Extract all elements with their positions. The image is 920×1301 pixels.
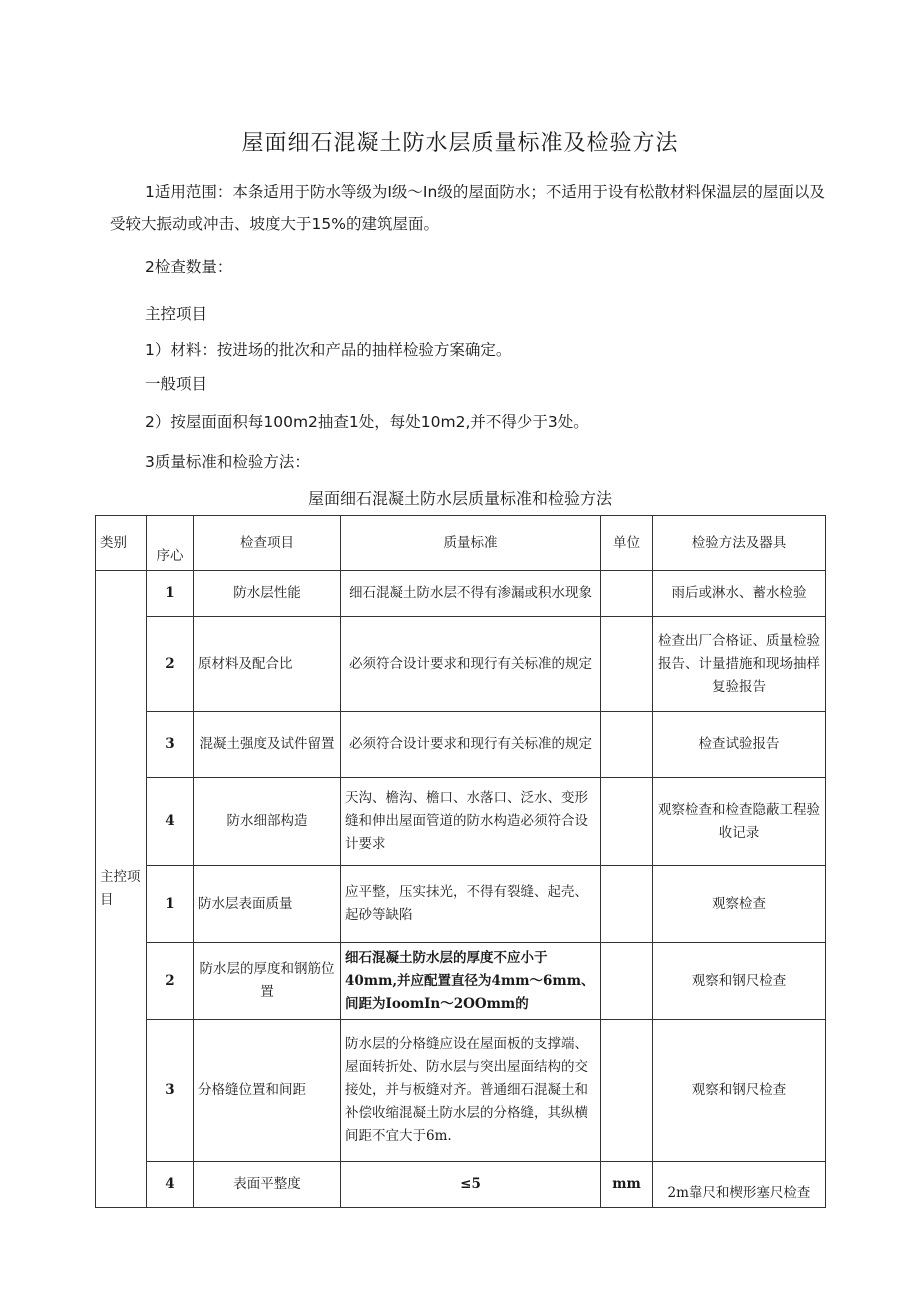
row-method: 检查试验报告 [653, 712, 826, 778]
general-heading: 一般项目 [145, 375, 208, 393]
row-method: 雨后或淋水、蓄水检验 [653, 571, 826, 617]
row-standard: 必须符合设计要求和现行有关标准的规定 [341, 712, 601, 778]
row-item: 防水细部构造 [194, 778, 341, 866]
header-seq: 序心 [147, 516, 194, 571]
row-seq: 1 [147, 866, 194, 943]
row-standard: 细石混凝土防水层的厚度不应小于40mm,并应配置直径为4mm～6mm、间距为IoomIn～2OOmm的 [341, 943, 601, 1020]
area-sampling-item: 2）按屋面面积每100m2抽查1处，每处10m2,并不得少于3处。 [145, 413, 589, 431]
row-standard: 应平整，压实抹光，不得有裂缝、起壳、起砂等缺陷 [341, 866, 601, 943]
row-item: 防水层表面质量 [194, 866, 341, 943]
table-row [96, 943, 826, 1020]
row-seq: 4 [147, 1162, 194, 1208]
table-header-row [96, 516, 826, 571]
quality-standard-table [95, 515, 826, 1208]
row-seq: 3 [147, 1020, 194, 1162]
section-inspection-quantity: 2检查数量： [145, 258, 233, 276]
row-item: 表面平整度 [194, 1162, 341, 1208]
page-title: 屋面细石混凝土防水层质量标准及检验方法 [241, 131, 679, 156]
row-item: 防水层的厚度和钢筋位置 [194, 943, 341, 1020]
scope-paragraph: 1适用范围：本条适用于防水等级为Ⅰ级～In级的屋面防水；不适用于设有松散材料保温层的屋面以及受较大振动或冲击、坡度大于15%的建筑屋面。 [110, 183, 825, 233]
row-standard: 细石混凝土防水层不得有渗漏或积水现象 [341, 571, 601, 617]
table-caption: 屋面细石混凝土防水层质量标准和检验方法 [307, 489, 612, 508]
row-seq: 1 [147, 571, 194, 617]
row-unit [601, 571, 653, 617]
table-row [96, 712, 826, 778]
row-unit [601, 943, 653, 1020]
main-control-heading: 主控项目 [145, 305, 208, 323]
header-method: 检验方法及器具 [653, 516, 826, 571]
row-method: 观察检查和检查隐蔽工程验收记录 [653, 778, 826, 866]
row-unit [601, 1020, 653, 1162]
table-row [96, 1020, 826, 1162]
category-cell: 主控项目 [96, 571, 147, 1208]
row-seq: 3 [147, 712, 194, 778]
table-row [96, 617, 826, 712]
row-item: 混凝土强度及试件留置 [194, 712, 341, 778]
header-item: 检查项目 [194, 516, 341, 571]
table-row [96, 866, 826, 943]
row-standard: ≤5 [341, 1162, 601, 1208]
row-unit [601, 617, 653, 712]
row-unit [601, 778, 653, 866]
row-standard: 天沟、檐沟、檐口、水落口、泛水、变形缝和伸出屋面管道的防水构造必须符合设计要求 [341, 778, 601, 866]
table-row [96, 571, 826, 617]
row-standard: 必须符合设计要求和现行有关标准的规定 [341, 617, 601, 712]
section-quality-standard: 3质量标准和检验方法： [145, 453, 310, 471]
row-unit [601, 712, 653, 778]
row-method: 观察检查 [653, 866, 826, 943]
row-method: 2m靠尺和楔形塞尺检查 [653, 1162, 826, 1208]
header-standard: 质量标准 [341, 516, 601, 571]
table-row [96, 1162, 826, 1208]
row-item: 分格缝位置和间距 [194, 1020, 341, 1162]
row-unit [601, 866, 653, 943]
row-method: 观察和钢尺检查 [653, 1020, 826, 1162]
row-item: 防水层性能 [194, 571, 341, 617]
row-method: 观察和钢尺检查 [653, 943, 826, 1020]
row-method: 检查出厂合格证、质量检验报告、计量措施和现场抽样复验报告 [653, 617, 826, 712]
table-row [96, 778, 826, 866]
header-unit: 单位 [601, 516, 653, 571]
row-item: 原材料及配合比 [194, 617, 341, 712]
row-standard: 防水层的分格缝应设在屋面板的支撑端、屋面转折处、防水层与突出屋面结构的交接处，并与板缝对齐。普通细石混凝土和补偿收缩混凝土防水层的分格缝，其纵横间距不宜大于6m. [341, 1020, 601, 1162]
row-seq: 4 [147, 778, 194, 866]
row-unit: mm [601, 1162, 653, 1208]
row-seq: 2 [147, 617, 194, 712]
header-category: 类别 [96, 516, 147, 571]
row-seq: 2 [147, 943, 194, 1020]
material-item: 1）材料：按进场的批次和产品的抽样检验方案确定。 [145, 341, 512, 359]
